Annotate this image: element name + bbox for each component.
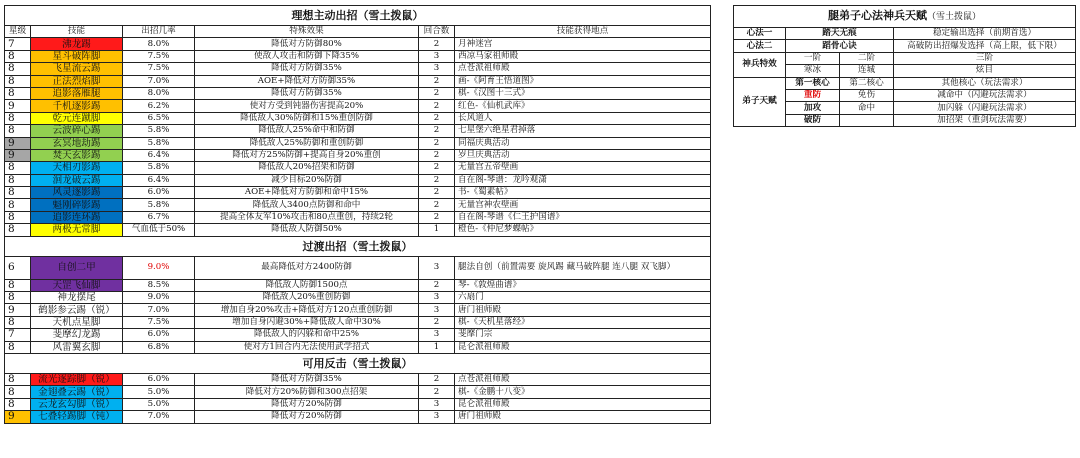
- rate-cell: 6.0%: [123, 373, 195, 385]
- skill-name-cell: 玄冥地劫踢: [31, 137, 123, 149]
- rate-cell: 6.4%: [123, 174, 195, 186]
- location-cell: 琴-《敦煌曲谱》: [455, 279, 711, 291]
- rounds-cell: 3: [419, 411, 455, 423]
- table-row: [5, 149, 711, 161]
- column-header: 出招几率: [123, 26, 195, 38]
- grade-cell: 8: [5, 279, 31, 291]
- side-title-row: [734, 6, 1076, 28]
- shenbing-tier: 一阶: [786, 52, 840, 64]
- skill-table: [4, 5, 711, 424]
- location-cell: 橙色-《仲尼梦蝶帖》: [455, 224, 711, 236]
- effect-cell: 增加自身闪避30%+降低敌人命中30%: [195, 316, 419, 328]
- header-row: [5, 26, 711, 38]
- rounds-cell: 2: [419, 100, 455, 112]
- effect-cell: 降低敌人防御50%: [195, 224, 419, 236]
- tianfu-cell: 破防: [786, 114, 840, 126]
- skill-name-cell: 自创二甲: [31, 256, 123, 279]
- table-row: [5, 224, 711, 236]
- shenbing-label: 神兵特效: [734, 52, 786, 77]
- rounds-cell: 2: [419, 149, 455, 161]
- grade-cell: 8: [5, 224, 31, 236]
- skill-name-cell: 七叠轻踢脚（钝）: [31, 411, 123, 423]
- rate-cell: 6.8%: [123, 341, 195, 353]
- rate-cell: 5.0%: [123, 398, 195, 410]
- skill-name-cell: 风灵逐影踢: [31, 187, 123, 199]
- shenbing-value: 炫目: [894, 65, 1076, 77]
- rounds-cell: 2: [419, 87, 455, 99]
- table-row: [5, 50, 711, 62]
- rate-cell: 7.0%: [123, 304, 195, 316]
- effect-cell: 使对方受到钝器伤害提高20%: [195, 100, 419, 112]
- side-title-sub: （雪土拨鼠）: [927, 12, 982, 22]
- skill-name-cell: 正法烈焰脚: [31, 75, 123, 87]
- grade-cell: 8: [5, 398, 31, 410]
- skill-name-cell: 洄龙破云踢: [31, 174, 123, 186]
- table-row: [5, 75, 711, 87]
- rounds-cell: 1: [419, 224, 455, 236]
- rate-cell: 5.8%: [123, 162, 195, 174]
- skill-name-cell: 魁刚碎影踢: [31, 199, 123, 211]
- main-section-title-row: [5, 6, 711, 26]
- skill-name-cell: 斐摩幻龙踢: [31, 329, 123, 341]
- transition-section-title-row: [5, 236, 711, 256]
- column-header: 特殊效果: [195, 26, 419, 38]
- rate-cell: 7.5%: [123, 50, 195, 62]
- skill-name-cell: 云龙玄勾脚（锐）: [31, 398, 123, 410]
- shenbing-value-row: [734, 65, 1076, 77]
- grade-cell: 8: [5, 75, 31, 87]
- effect-cell: 降低对方防御35%: [195, 63, 419, 75]
- tianfu-cell: 加招架（重剑玩法需要）: [894, 114, 1076, 126]
- location-cell: 七星堡六绝星君掉落: [455, 125, 711, 137]
- location-cell: 唐门祖师殿: [455, 304, 711, 316]
- rate-cell: 6.4%: [123, 149, 195, 161]
- location-cell: 同福庆典活动: [455, 137, 711, 149]
- effect-cell: 降低敌人20%重创防御: [195, 292, 419, 304]
- grade-cell: 8: [5, 386, 31, 398]
- effect-cell: 降低敌人的闪躲和命中25%: [195, 329, 419, 341]
- tianfu-cell: [840, 114, 894, 126]
- effect-cell: 降低对方20%防御和300点招架: [195, 386, 419, 398]
- effect-cell: 减少目标20%防御: [195, 174, 419, 186]
- skill-name-cell: 焚天玄影踢: [31, 149, 123, 161]
- grade-cell: 9: [5, 411, 31, 423]
- rate-cell: 8.0%: [123, 87, 195, 99]
- location-cell: 点苍派祖师殿: [455, 63, 711, 75]
- grade-cell: 8: [5, 162, 31, 174]
- effect-cell: 提高全体友军10%攻击和80点重创，持续2轮: [195, 211, 419, 223]
- rate-cell: 7.5%: [123, 63, 195, 75]
- tianfu-core-header: 第二核心: [840, 77, 894, 89]
- column-header: 星级: [5, 26, 31, 38]
- skill-name-cell: 两极无常脚: [31, 224, 123, 236]
- rounds-cell: 2: [419, 112, 455, 124]
- skill-name-cell: 星斗破阵脚: [31, 50, 123, 62]
- grade-cell: 8: [5, 316, 31, 328]
- tianfu-core-header: 第一核心: [786, 77, 840, 89]
- rounds-cell: 3: [419, 63, 455, 75]
- table-row: [5, 386, 711, 398]
- table-row: [5, 329, 711, 341]
- table-row: [5, 373, 711, 385]
- table-row: [5, 137, 711, 149]
- table-row: [5, 341, 711, 353]
- table-row: [5, 256, 711, 279]
- shenbing-value: 连城: [840, 65, 894, 77]
- xinfa-desc: 稳定输出选择（前期首选）: [894, 28, 1076, 40]
- effect-cell: 使敌人攻击和防御下降35%: [195, 50, 419, 62]
- grade-cell: 6: [5, 256, 31, 279]
- shenbing-tier-row: [734, 52, 1076, 64]
- location-cell: 棋-《金鹏十八变》: [455, 386, 711, 398]
- effect-cell: 降低对方防御35%: [195, 373, 419, 385]
- table-row: [5, 162, 711, 174]
- location-cell: 棋-《天机星落经》: [455, 316, 711, 328]
- grade-cell: 8: [5, 199, 31, 211]
- location-cell: 棋-《汉图十三式》: [455, 87, 711, 99]
- rate-cell: 9.0%: [123, 256, 195, 279]
- tianfu-cell: 加闪躲（闪避玩法需求）: [894, 102, 1076, 114]
- location-cell: 昆仑派祖师殿: [455, 398, 711, 410]
- rounds-cell: 3: [419, 292, 455, 304]
- effect-cell: 降低对方防御80%: [195, 38, 419, 50]
- table-row: [5, 87, 711, 99]
- rounds-cell: 2: [419, 187, 455, 199]
- skill-name-cell: 天罡飞仙脚: [31, 279, 123, 291]
- grade-cell: 8: [5, 341, 31, 353]
- rate-cell: 8.0%: [123, 38, 195, 50]
- rate-cell: 7.0%: [123, 75, 195, 87]
- rounds-cell: 3: [419, 329, 455, 341]
- skill-name-cell: 沸龙踢: [31, 38, 123, 50]
- grade-cell: 9: [5, 149, 31, 161]
- rounds-cell: 2: [419, 199, 455, 211]
- rounds-cell: 2: [419, 279, 455, 291]
- tianfu-row: [734, 89, 1076, 101]
- rounds-cell: 2: [419, 137, 455, 149]
- location-cell: 腿法自创（前置需要 旋风踢 藏马破阵腿 连八腿 双飞脚）: [455, 256, 711, 279]
- talent-table: [733, 5, 1076, 127]
- column-header: 技能获得地点: [455, 26, 711, 38]
- effect-cell: 降低对方20%防御: [195, 398, 419, 410]
- xinfa-name: 蹈骨心诀: [786, 40, 894, 52]
- rate-cell: 6.5%: [123, 112, 195, 124]
- rounds-cell: 2: [419, 125, 455, 137]
- location-cell: 六扇门: [455, 292, 711, 304]
- table-row: [5, 125, 711, 137]
- location-cell: 书-《蜀素帖》: [455, 187, 711, 199]
- effect-cell: 降低敌人25%防御和重创防御: [195, 137, 419, 149]
- location-cell: 红色-《仙机武库》: [455, 100, 711, 112]
- skill-name-cell: 飞星流云踢: [31, 63, 123, 75]
- grade-cell: 9: [5, 100, 31, 112]
- skill-name-cell: 金翅叠云踢（锐）: [31, 386, 123, 398]
- effect-cell: 降低对方防御35%: [195, 87, 419, 99]
- grade-cell: 8: [5, 112, 31, 124]
- rate-cell: 5.8%: [123, 199, 195, 211]
- effect-cell: 降低敌人30%防御和15%重创防御: [195, 112, 419, 124]
- grade-cell: 8: [5, 87, 31, 99]
- transition-section-title: 过渡出招（雪土拨鼠）: [5, 236, 711, 256]
- tianfu-header-row: [734, 77, 1076, 89]
- column-header: 技能: [31, 26, 123, 38]
- side-title: [734, 6, 1076, 28]
- effect-cell: 使对方1回合内无法使用武学招式: [195, 341, 419, 353]
- effect-cell: 降低对方25%防御+提高自身20%重创: [195, 149, 419, 161]
- rounds-cell: 2: [419, 211, 455, 223]
- location-cell: 无量宫五帝壁画: [455, 162, 711, 174]
- rounds-cell: 2: [419, 386, 455, 398]
- tianfu-label: 弟子天赋: [734, 77, 786, 127]
- rounds-cell: 3: [419, 256, 455, 279]
- skill-name-cell: 千机逐影踢: [31, 100, 123, 112]
- location-cell: 长风道人: [455, 112, 711, 124]
- grade-cell: 8: [5, 292, 31, 304]
- grade-cell: 8: [5, 174, 31, 186]
- effect-cell: 降低敌人3400点防御和命中: [195, 199, 419, 211]
- skill-name-cell: 云波碎心踢: [31, 125, 123, 137]
- table-row: [5, 187, 711, 199]
- skill-name-cell: 流光逐踪脚（锐）: [31, 373, 123, 385]
- grade-cell: 8: [5, 50, 31, 62]
- table-row: [5, 63, 711, 75]
- tianfu-cell: 加攻: [786, 102, 840, 114]
- skill-name-cell: 神龙摆尾: [31, 292, 123, 304]
- rate-cell: 7.5%: [123, 316, 195, 328]
- effect-cell: 降低敌人25%命中和防御: [195, 125, 419, 137]
- rate-cell: 气血低于50%: [123, 224, 195, 236]
- grade-cell: 9: [5, 304, 31, 316]
- rate-cell: 6.7%: [123, 211, 195, 223]
- effect-cell: AOE+降低对方防御和命中15%: [195, 187, 419, 199]
- skill-name-cell: 天相刃影踢: [31, 162, 123, 174]
- rounds-cell: 3: [419, 398, 455, 410]
- shenbing-tier: 二阶: [840, 52, 894, 64]
- skill-name-cell: 鹤影参云踢（锐）: [31, 304, 123, 316]
- effect-cell: 降低敌人防御1500点: [195, 279, 419, 291]
- rate-cell: 6.0%: [123, 187, 195, 199]
- rounds-cell: 2: [419, 162, 455, 174]
- skill-name-cell: 风雷翼玄脚: [31, 341, 123, 353]
- grade-cell: 8: [5, 187, 31, 199]
- effect-cell: AOE+降低对方防御35%: [195, 75, 419, 87]
- shenbing-tier: 三阶: [894, 52, 1076, 64]
- rounds-cell: 2: [419, 38, 455, 50]
- rounds-cell: 2: [419, 316, 455, 328]
- skill-name-cell: 追影连环踢: [31, 211, 123, 223]
- rounds-cell: 2: [419, 373, 455, 385]
- rounds-cell: 2: [419, 75, 455, 87]
- effect-cell: 增加自身20%攻击+降低对方120点重创防御: [195, 304, 419, 316]
- location-cell: 唐门祖师殿: [455, 411, 711, 423]
- rate-cell: 6.2%: [123, 100, 195, 112]
- rate-cell: 5.0%: [123, 386, 195, 398]
- location-cell: 西凉马家祖师殿: [455, 50, 711, 62]
- location-cell: 画-《阿育王悟道图》: [455, 75, 711, 87]
- grade-cell: 7: [5, 38, 31, 50]
- tianfu-row: [734, 114, 1076, 126]
- location-cell: 自在阁-琴谱：龙吟观潇: [455, 174, 711, 186]
- table-row: [5, 211, 711, 223]
- counter-section-title-row: [5, 353, 711, 373]
- tianfu-cell: 重防: [786, 89, 840, 101]
- table-row: [5, 38, 711, 50]
- skill-name-cell: 天机点星脚: [31, 316, 123, 328]
- table-row: [5, 174, 711, 186]
- table-row: [5, 199, 711, 211]
- tianfu-cell: 命中: [840, 102, 894, 114]
- location-cell: 点苍派祖师殿: [455, 373, 711, 385]
- effect-cell: 降低对方20%防御: [195, 411, 419, 423]
- location-cell: 岁旦庆典活动: [455, 149, 711, 161]
- table-row: [5, 411, 711, 423]
- table-row: [5, 398, 711, 410]
- grade-cell: 8: [5, 373, 31, 385]
- grade-cell: 7: [5, 329, 31, 341]
- location-cell: 昆仑派祖师殿: [455, 341, 711, 353]
- tianfu-core-header: 其他核心（玩法需求）: [894, 77, 1076, 89]
- tianfu-cell: 免伤: [840, 89, 894, 101]
- location-cell: 自在阁-琴谱《仁王护国谱》: [455, 211, 711, 223]
- xinfa-label: 心法一: [734, 28, 786, 40]
- xinfa-row: [734, 28, 1076, 40]
- grade-cell: 8: [5, 63, 31, 75]
- rate-cell: 8.5%: [123, 279, 195, 291]
- grade-cell: 9: [5, 137, 31, 149]
- rounds-cell: 1: [419, 341, 455, 353]
- grade-cell: 8: [5, 125, 31, 137]
- table-row: [5, 112, 711, 124]
- table-row: [5, 279, 711, 291]
- shenbing-value: 寒冰: [786, 65, 840, 77]
- rounds-cell: 3: [419, 304, 455, 316]
- main-section-title: 理想主动出招（雪土拨鼠）: [5, 6, 711, 26]
- table-row: [5, 292, 711, 304]
- grade-cell: 8: [5, 211, 31, 223]
- counter-section-title: 可用反击（雪土拨鼠）: [5, 353, 711, 373]
- skill-name-cell: 乾元连蹴脚: [31, 112, 123, 124]
- rounds-cell: 3: [419, 50, 455, 62]
- skill-name-cell: 追影落雁腿: [31, 87, 123, 99]
- rate-cell: 6.0%: [123, 329, 195, 341]
- xinfa-label: 心法二: [734, 40, 786, 52]
- effect-cell: 最高降低对方2400防御: [195, 256, 419, 279]
- xinfa-row: [734, 40, 1076, 52]
- column-header: 回合数: [419, 26, 455, 38]
- location-cell: 斐摩门宗: [455, 329, 711, 341]
- tianfu-cell: 减命中（闪避玩法需求）: [894, 89, 1076, 101]
- side-title-main: 腿弟子心法神兵天赋: [828, 9, 927, 22]
- xinfa-name: 踏天无痕: [786, 28, 894, 40]
- table-row: [5, 304, 711, 316]
- tianfu-row: [734, 102, 1076, 114]
- table-row: [5, 100, 711, 112]
- rate-cell: 5.8%: [123, 137, 195, 149]
- rounds-cell: 2: [419, 174, 455, 186]
- rate-cell: 9.0%: [123, 292, 195, 304]
- table-row: [5, 316, 711, 328]
- location-cell: 无量宫神农壁画: [455, 199, 711, 211]
- effect-cell: 降低敌人20%招架和防御: [195, 162, 419, 174]
- location-cell: 月神迷宫: [455, 38, 711, 50]
- rate-cell: 7.0%: [123, 411, 195, 423]
- xinfa-desc: 高破防出招爆发选择（高上限，低下限）: [894, 40, 1076, 52]
- rate-cell: 5.8%: [123, 125, 195, 137]
